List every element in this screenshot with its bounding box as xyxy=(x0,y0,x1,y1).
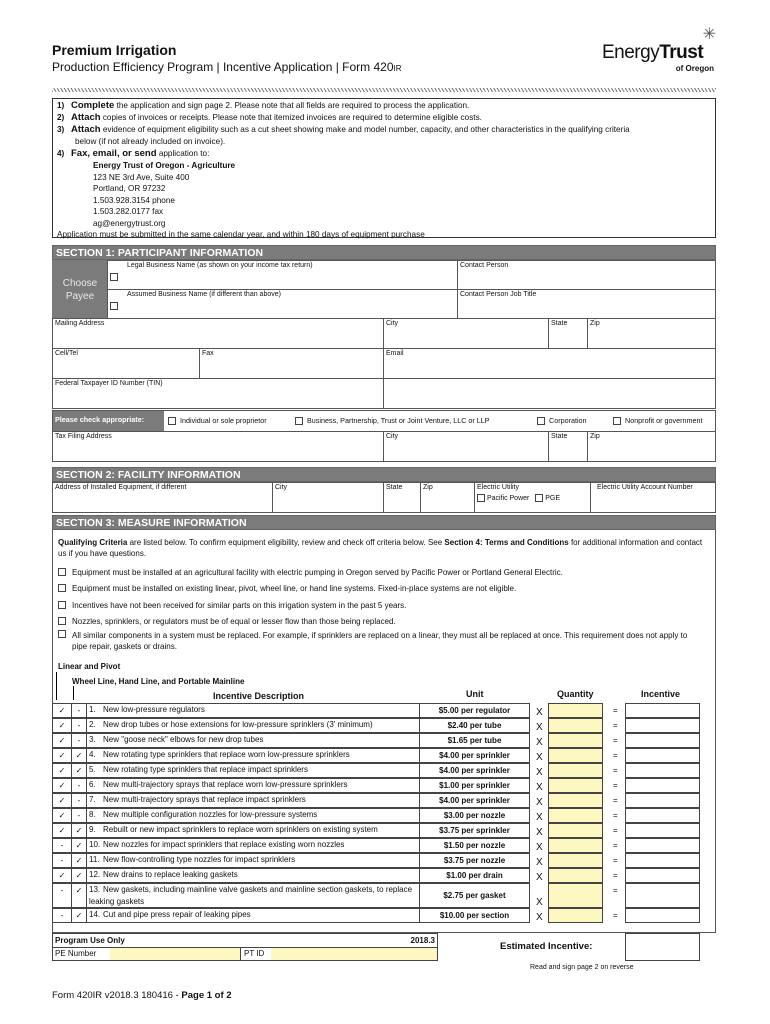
measure-text: New nozzles for impact sprinklers that replace existing worn nozzles xyxy=(103,840,345,849)
incentive-output[interactable] xyxy=(625,763,700,778)
incentive-output[interactable] xyxy=(625,853,700,868)
linear-pivot-mark: - xyxy=(52,883,72,908)
measure-row xyxy=(52,823,716,838)
wheel-line-label: Wheel Line, Hand Line, and Portable Mainline xyxy=(72,677,245,686)
option-nonprofit[interactable]: Nonprofit or government xyxy=(613,416,703,425)
choose-payee-label: Choose Payee xyxy=(52,260,108,318)
section1-header: SECTION 1: PARTICIPANT INFORMATION xyxy=(52,245,716,260)
logo-trust: Trust xyxy=(659,42,704,63)
multiply-sign: X xyxy=(536,782,543,793)
measure-description xyxy=(86,718,420,733)
measure-number: 2. xyxy=(89,720,96,729)
measure-number: 14. xyxy=(89,910,101,919)
incentive-output[interactable] xyxy=(625,868,700,883)
measure-unit-rate: $2.75 per gasket xyxy=(419,883,530,908)
measure-row xyxy=(52,808,716,823)
measure-unit-rate: $1.50 per nozzle xyxy=(419,838,530,853)
criterion-2[interactable]: Equipment must be installed on existing linear, pivot, wheel line, or hand line systems. Fixed-in-place systems are not eligible. xyxy=(58,584,516,593)
col-quantity: Quantity xyxy=(557,689,594,699)
measure-row xyxy=(52,778,716,793)
col-unit: Unit xyxy=(466,689,484,699)
wheel-line-mark: ✓ xyxy=(71,763,87,778)
measure-description xyxy=(86,733,420,748)
linear-pivot-mark: ✓ xyxy=(52,763,72,778)
linear-pivot-mark: ✓ xyxy=(52,718,72,733)
multiply-sign: X xyxy=(536,707,543,718)
linear-pivot-mark: ✓ xyxy=(52,778,72,793)
fax-field[interactable]: Fax xyxy=(199,348,384,379)
equals-sign: = xyxy=(613,841,618,850)
measure-number: 3. xyxy=(89,735,96,744)
equals-sign: = xyxy=(613,721,618,730)
measure-unit-rate: $1.00 per drain xyxy=(419,868,530,883)
measure-text: New rotating type sprinklers that replace worn low-pressure sprinklers xyxy=(103,750,350,759)
measure-unit-rate: $3.75 per nozzle xyxy=(419,853,530,868)
measure-description xyxy=(86,778,420,793)
tin-value-field[interactable] xyxy=(383,378,716,409)
equals-sign: = xyxy=(613,736,618,745)
estimated-incentive-field[interactable] xyxy=(625,933,700,961)
criterion-5[interactable]: All similar components in a system must be replaced. For example, if sprinklers are replaced on a linear, they must all be replaced at once. This requirement does not apply to pipe repair, gaskets or drains. xyxy=(58,630,708,652)
measure-number: 10. xyxy=(89,840,101,849)
quantity-input[interactable] xyxy=(548,823,603,838)
measure-description xyxy=(86,908,420,923)
linear-pivot-mark: ✓ xyxy=(52,808,72,823)
multiply-sign: X xyxy=(536,912,543,923)
measure-unit-rate: $4.00 per sprinkler xyxy=(419,748,530,763)
linear-pivot-mark: - xyxy=(52,908,72,923)
pe-number-input[interactable] xyxy=(110,948,240,960)
pt-id-label: PT ID xyxy=(244,949,265,958)
measure-row xyxy=(52,908,716,923)
measure-description xyxy=(86,703,420,718)
logo-oregon: of Oregon xyxy=(675,64,714,73)
measure-row xyxy=(52,883,716,908)
instruction-3: 3) Attach evidence of equipment eligibility such as a cut sheet showing make and model number, capacity, and other characteristics in the qualifying criteria below (if not already included on invoice). xyxy=(57,124,630,146)
multiply-sign: X xyxy=(536,872,543,883)
measure-row xyxy=(52,763,716,778)
measure-unit-rate: $4.00 per sprinkler xyxy=(419,763,530,778)
wheel-line-mark: - xyxy=(71,778,87,793)
incentive-output[interactable] xyxy=(625,838,700,853)
installed-address-field[interactable]: Address of Installed Equipment, if different xyxy=(52,482,273,513)
equals-sign: = xyxy=(613,781,618,790)
measure-description xyxy=(86,853,420,868)
incentive-output[interactable] xyxy=(625,778,700,793)
subtitle-text: Production Efficiency Program | Incentive Application | Form 420 xyxy=(52,60,394,74)
pge-checkbox[interactable] xyxy=(535,494,543,502)
page-title: Premium Irrigation xyxy=(52,42,177,58)
measure-text: Rebuilt or new impact sprinklers to replace worn sprinklers on existing system xyxy=(103,825,378,834)
multiply-sign: X xyxy=(536,812,543,823)
option-business[interactable]: Business, Partnership, Trust or Joint Venture, LLC or LLP xyxy=(295,416,490,425)
zip-field[interactable]: Zip xyxy=(587,318,716,349)
instruction-2: 2) Attach copies of invoices or receipts. Please note that itemized invoices are required to determine eligible costs. xyxy=(57,112,482,123)
program-use-box xyxy=(52,933,438,961)
incentive-output[interactable] xyxy=(625,733,700,748)
quantity-input[interactable] xyxy=(548,718,603,733)
equals-sign: = xyxy=(613,826,618,835)
measure-number: 7. xyxy=(89,795,96,804)
quantity-input[interactable] xyxy=(548,733,603,748)
submission-note: Application must be submitted in the same calendar year, and within 180 days of equipment purchase xyxy=(57,230,425,239)
wheel-line-mark: ✓ xyxy=(71,853,87,868)
measure-number: 9. xyxy=(89,825,96,834)
measure-row xyxy=(52,793,716,808)
energy-trust-logo xyxy=(600,24,718,76)
col-description: Incentive Description xyxy=(213,691,305,701)
equals-sign: = xyxy=(613,886,618,895)
section3-header: SECTION 3: MEASURE INFORMATION xyxy=(52,515,716,530)
criterion-4[interactable]: Nozzles, sprinklers, or regulators must be of equal or lesser flow than those being replaced. xyxy=(58,617,396,626)
measure-row xyxy=(52,703,716,718)
incentive-output[interactable] xyxy=(625,748,700,763)
measure-text: New flow-controlling type nozzles for impact sprinklers xyxy=(103,855,296,864)
contact-job-title-field[interactable]: Contact Person Job Title xyxy=(457,289,716,319)
measure-text: Cut and pipe press repair of leaking pipes xyxy=(103,910,251,919)
criterion-1[interactable]: Equipment must be installed at an agricultural facility with electric pumping in Oregon served by Pacific Power or Portland General Electric. xyxy=(58,568,563,577)
linear-pivot-mark: ✓ xyxy=(52,868,72,883)
quantity-input[interactable] xyxy=(548,908,603,923)
equals-sign: = xyxy=(613,751,618,760)
measure-text: New drains to replace leaking gaskets xyxy=(103,870,238,879)
quantity-input[interactable] xyxy=(548,808,603,823)
measure-unit-rate: $10.00 per section xyxy=(419,908,530,923)
hatched-divider xyxy=(52,88,716,92)
measure-number: 11. xyxy=(89,855,100,864)
quantity-input[interactable] xyxy=(548,868,603,883)
program-use-title: Program Use Only xyxy=(55,936,125,945)
measure-row xyxy=(52,733,716,748)
measure-number: 1. xyxy=(89,705,96,714)
tax-zip-field[interactable]: Zip xyxy=(587,431,716,462)
linear-pivot-mark: ✓ xyxy=(52,748,72,763)
pacific-power-checkbox[interactable] xyxy=(477,494,485,502)
tax-city-field[interactable]: City xyxy=(383,431,549,462)
wheel-line-mark: - xyxy=(71,718,87,733)
read-sign-note: Read and sign page 2 on reverse xyxy=(530,964,634,971)
qualifying-intro: Qualifying Criteria are listed below. To confirm equipment eligibility, review and check off criteria below. See Section 4: Terms and Conditions for additional information and contact us if you have questions. xyxy=(58,538,703,558)
tin-field[interactable]: Federal Taxpayer ID Number (TIN) xyxy=(52,378,384,409)
incentive-output[interactable] xyxy=(625,793,700,808)
instruction-1: 1) Complete the application and sign page 2. Please note that all fields are required to process the application. xyxy=(57,100,470,111)
contact-person-field[interactable]: Contact Person xyxy=(457,260,716,290)
multiply-sign: X xyxy=(536,737,543,748)
measure-description xyxy=(86,808,420,823)
incentive-output[interactable] xyxy=(625,823,700,838)
measure-number: 5. xyxy=(89,765,96,774)
quantity-input[interactable] xyxy=(548,883,603,908)
linear-pivot-mark: ✓ xyxy=(52,703,72,718)
option-corporation[interactable]: Corporation xyxy=(537,416,587,425)
pt-id-input[interactable] xyxy=(271,948,437,960)
quantity-input[interactable] xyxy=(548,778,603,793)
section2-header: SECTION 2: FACILITY INFORMATION xyxy=(52,467,716,482)
quantity-input[interactable] xyxy=(548,853,603,868)
wheel-line-mark: ✓ xyxy=(71,908,87,923)
measure-row xyxy=(52,853,716,868)
facility-city-field[interactable]: City xyxy=(272,482,384,513)
measure-description xyxy=(86,883,420,908)
logo-energy: Energy xyxy=(602,42,660,63)
measure-unit-rate: $3.75 per sprinkler xyxy=(419,823,530,838)
equals-sign: = xyxy=(613,856,618,865)
quantity-input[interactable] xyxy=(548,763,603,778)
multiply-sign: X xyxy=(536,722,543,733)
measure-number: 13. xyxy=(89,885,101,894)
utility-label: Electric Utility xyxy=(477,484,520,491)
incentive-output[interactable] xyxy=(625,703,700,718)
city-field[interactable]: City xyxy=(383,318,549,349)
incentive-output[interactable] xyxy=(625,808,700,823)
spark-icon: ✳ xyxy=(702,26,716,43)
cell-tel-field[interactable]: Cell/Tel xyxy=(52,348,200,379)
measure-number: 8. xyxy=(89,810,96,819)
measure-row xyxy=(52,748,716,763)
facility-zip-field[interactable]: Zip xyxy=(420,482,475,513)
measure-unit-rate: $3.00 per nozzle xyxy=(419,808,530,823)
measure-unit-rate: $5.00 per regulator xyxy=(419,703,530,718)
measure-text: New multi-trajectory sprays that replace impact sprinklers xyxy=(103,795,306,804)
wheel-line-mark: - xyxy=(71,808,87,823)
multiply-sign: X xyxy=(536,842,543,853)
entity-type-row xyxy=(52,410,716,432)
measure-unit-rate: $4.00 per sprinkler xyxy=(419,793,530,808)
linear-pivot-mark: ✓ xyxy=(52,793,72,808)
multiply-sign: X xyxy=(536,827,543,838)
measure-description xyxy=(86,838,420,853)
check-appropriate-label: Please check appropriate: xyxy=(53,411,164,431)
payee-assumed-checkbox[interactable] xyxy=(110,302,118,310)
wheel-line-mark: - xyxy=(71,733,87,748)
measure-row xyxy=(52,838,716,853)
legal-business-name-field[interactable]: Legal Business Name (as shown on your income tax return) xyxy=(107,260,458,290)
equals-sign: = xyxy=(613,811,618,820)
multiply-sign: X xyxy=(536,767,543,778)
measure-text: New multiple configuration nozzles for low-pressure systems xyxy=(103,810,318,819)
wheel-line-mark: ✓ xyxy=(71,838,87,853)
quantity-input[interactable] xyxy=(548,748,603,763)
linear-pivot-label: Linear and Pivot xyxy=(58,662,121,671)
quantity-input[interactable] xyxy=(548,793,603,808)
multiply-sign: X xyxy=(536,897,543,908)
email-field[interactable]: Email xyxy=(383,348,716,379)
facility-state-field[interactable]: State xyxy=(383,482,421,513)
wheel-line-mark: ✓ xyxy=(71,748,87,763)
electric-utility-field: Electric Utility Pacific Power PGE xyxy=(474,482,591,513)
payee-legal-checkbox[interactable] xyxy=(110,273,118,281)
criterion-3[interactable]: Incentives have not been received for similar parts on this irrigation system in the past 5 years. xyxy=(58,601,406,610)
option-individual[interactable]: Individual or sole proprietor xyxy=(168,416,267,425)
subtitle-suffix: IR xyxy=(393,64,402,73)
multiply-sign: X xyxy=(536,857,543,868)
multiply-sign: X xyxy=(536,752,543,763)
wheel-line-mark: - xyxy=(71,703,87,718)
measure-description xyxy=(86,868,420,883)
measure-number: 12. xyxy=(89,870,101,879)
measure-row xyxy=(52,718,716,733)
instruction-4: 4) Fax, email, or send application to: xyxy=(57,148,210,159)
mailing-address-field[interactable]: Mailing Address xyxy=(52,318,384,349)
arrow-down-icon xyxy=(56,672,57,700)
tax-state-field[interactable]: State xyxy=(548,431,588,462)
measure-unit-rate: $1.00 per sprinkler xyxy=(419,778,530,793)
measure-text: New multi-trajectory sprays that replace worn low-pressure sprinklers xyxy=(103,780,348,789)
incentive-output[interactable] xyxy=(625,883,700,908)
quantity-input[interactable] xyxy=(548,838,603,853)
arrow-down-icon xyxy=(73,686,74,700)
measure-number: 4. xyxy=(89,750,96,759)
measure-row xyxy=(52,868,716,883)
instructions-box xyxy=(52,98,716,238)
measure-unit-rate: $2.40 per tube xyxy=(419,718,530,733)
measure-number: 6. xyxy=(89,780,96,789)
linear-pivot-mark: ✓ xyxy=(52,823,72,838)
incentive-output[interactable] xyxy=(625,718,700,733)
measure-text: New low-pressure regulators xyxy=(103,705,205,714)
program-version: 2018.3 xyxy=(410,936,435,945)
wheel-line-mark: ✓ xyxy=(71,883,87,908)
state-field[interactable]: State xyxy=(548,318,588,349)
measure-text: New "goose neck" elbows for new drop tubes xyxy=(103,735,264,744)
mailing-address-block: Energy Trust of Oregon - Agriculture 123 NE 3rd Ave, Suite 400 Portland, OR 97232 1.503.928.3154 phone 1.503.282.0177 fax ag@energytrust.org xyxy=(93,161,236,228)
wheel-line-mark: ✓ xyxy=(71,823,87,838)
linear-pivot-mark: - xyxy=(52,838,72,853)
col-incentive: Incentive xyxy=(641,689,681,699)
incentive-output[interactable] xyxy=(625,908,700,923)
equals-sign: = xyxy=(613,766,618,775)
tax-filing-address-field[interactable]: Tax Filing Address xyxy=(52,431,384,462)
equals-sign: = xyxy=(613,911,618,920)
equals-sign: = xyxy=(613,796,618,805)
measure-description xyxy=(86,748,420,763)
measure-text: New gaskets, including mainline valve gaskets and mainline section gaskets, to replace leaking gaskets xyxy=(89,885,413,906)
measure-unit-rate: $1.65 per tube xyxy=(419,733,530,748)
measure-description xyxy=(86,793,420,808)
wheel-line-mark: - xyxy=(71,793,87,808)
pe-number-label: PE Number xyxy=(55,949,97,958)
measure-text: New drop tubes or hose extensions for low-pressure sprinklers (3' minimum) xyxy=(103,720,373,729)
estimated-incentive-label: Estimated Incentive: xyxy=(500,941,593,952)
footer: Form 420IR v2018.3 180416 - Page 1 of 2 xyxy=(52,990,232,1001)
utility-account-field[interactable]: Electric Utility Account Number xyxy=(590,482,716,513)
quantity-input[interactable] xyxy=(548,703,603,718)
linear-pivot-mark: - xyxy=(52,853,72,868)
measure-description xyxy=(86,823,420,838)
assumed-business-name-field[interactable]: Assumed Business Name (if different than above) xyxy=(107,289,458,319)
wheel-line-mark: ✓ xyxy=(71,868,87,883)
page-subtitle xyxy=(52,60,402,74)
equals-sign: = xyxy=(613,706,618,715)
multiply-sign: X xyxy=(536,797,543,808)
linear-pivot-mark: ✓ xyxy=(52,733,72,748)
measure-text: New rotating type sprinklers that replace impact sprinklers xyxy=(103,765,308,774)
equals-sign: = xyxy=(613,871,618,880)
measure-description xyxy=(86,763,420,778)
